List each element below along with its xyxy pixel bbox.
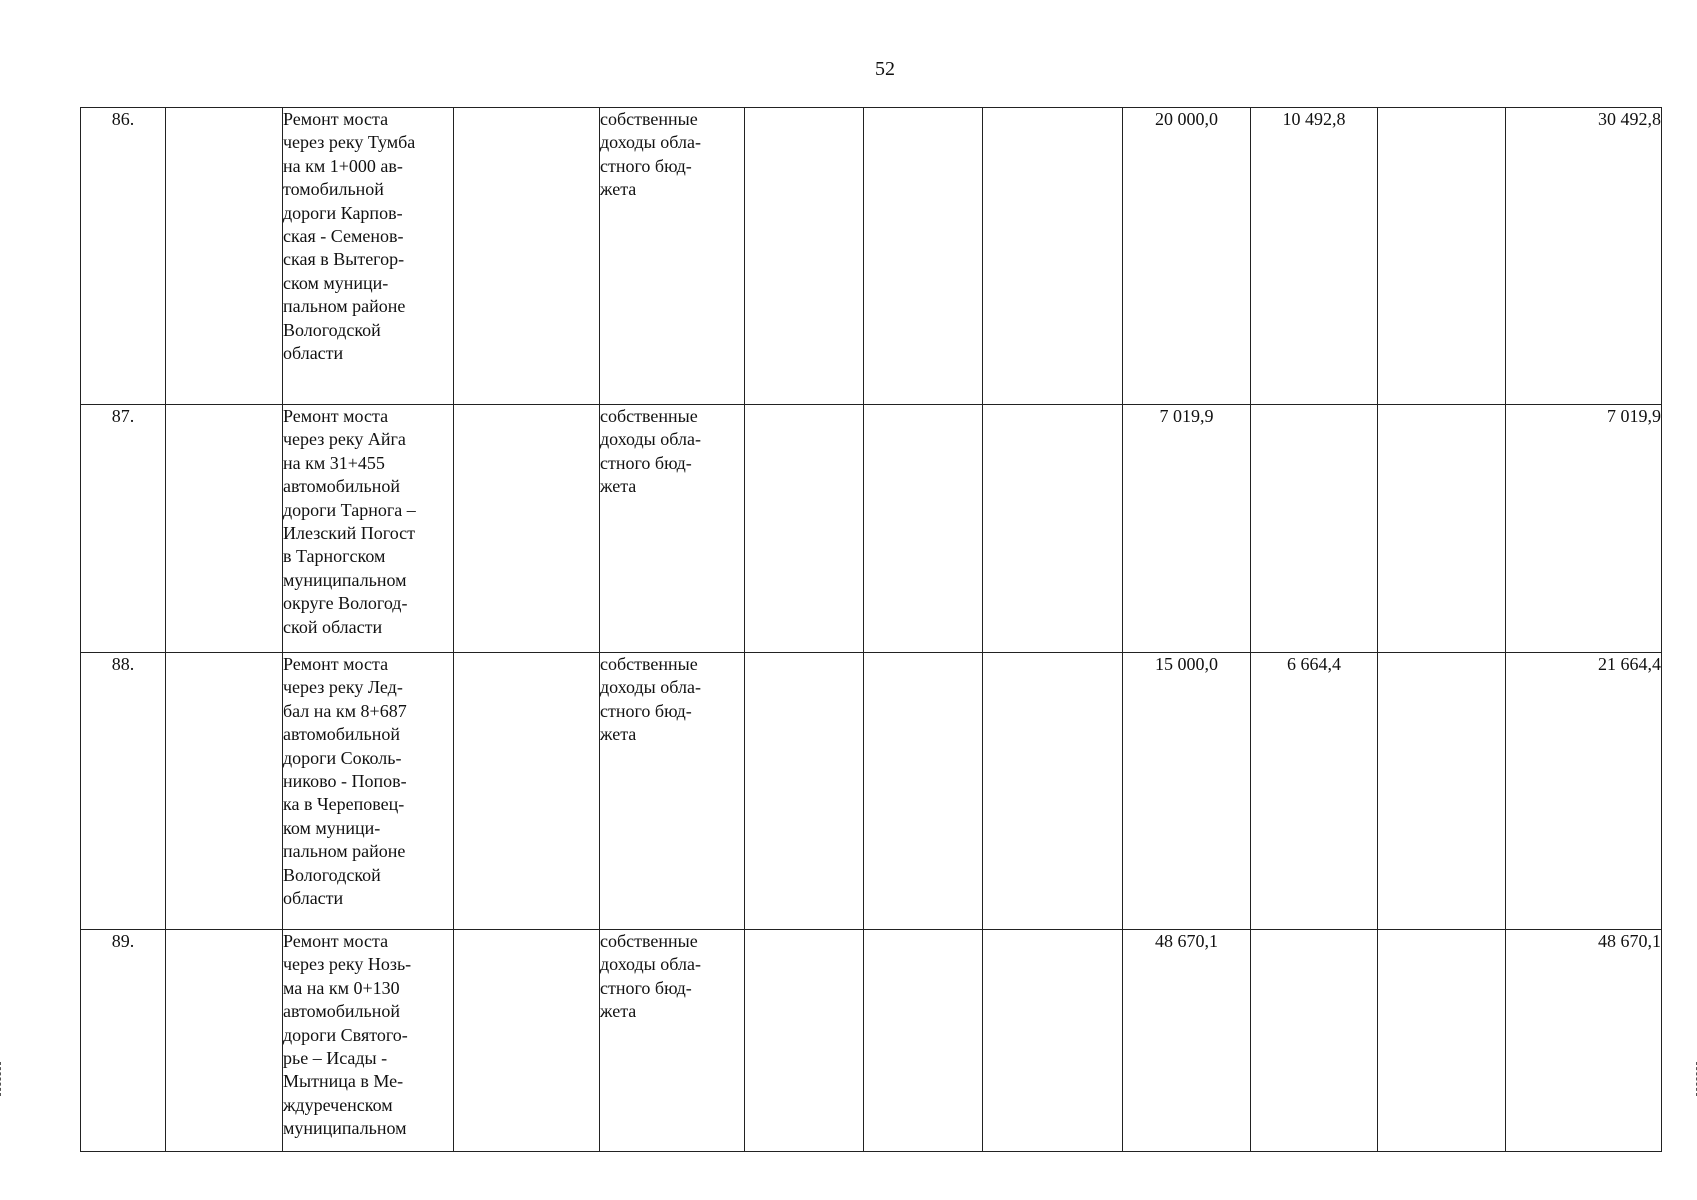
source-line: жета: [600, 1001, 637, 1022]
description-line: в Тарногском: [283, 546, 386, 567]
description-line: на км 31+455: [283, 452, 385, 473]
amount-year-3: [1378, 108, 1506, 405]
empty-cell: [454, 930, 600, 1152]
description-line: через реку Нозь-: [283, 954, 412, 975]
source-line: жета: [600, 179, 637, 200]
source-line: доходы обла-: [600, 429, 701, 450]
page-number: 52: [875, 58, 895, 80]
source-line: жета: [600, 724, 637, 745]
amount-year-1: 15 000,0: [1123, 653, 1251, 930]
table-row: [81, 108, 1662, 405]
description-line: ская в Вытегор-: [283, 249, 405, 270]
empty-cell: [983, 653, 1123, 930]
empty-cell: [983, 108, 1123, 405]
description-line: Ремонт моста: [283, 654, 389, 674]
description-line: на км 1+000 ав-: [283, 155, 403, 176]
table-row: [81, 930, 1662, 1152]
source-line: собственные: [600, 654, 698, 674]
description-line: через реку Тумба: [283, 132, 416, 153]
source-line: доходы обла-: [600, 132, 701, 153]
funding-source: [600, 405, 745, 653]
description-line: ская - Семенов-: [283, 226, 404, 247]
empty-cell: [454, 653, 600, 930]
amount-total: 21 664,4: [1506, 653, 1662, 930]
budget-table: [80, 107, 1662, 1152]
description-line: муниципальном: [283, 569, 407, 590]
description-line: ком муници-: [283, 817, 381, 838]
description-line: Ремонт моста: [283, 406, 389, 426]
description-line: Ремонт моста: [283, 931, 389, 951]
empty-cell: [864, 405, 983, 653]
row-number: 88.: [81, 653, 166, 930]
empty-cell: [745, 108, 864, 405]
empty-cell: [864, 653, 983, 930]
description-line: области: [283, 888, 344, 909]
description-line: округе Вологод-: [283, 593, 408, 614]
empty-cell: [166, 108, 283, 405]
empty-cell: [166, 653, 283, 930]
empty-cell: [983, 405, 1123, 653]
row-number: 89.: [81, 930, 166, 1152]
amount-year-1: 20 000,0: [1123, 108, 1251, 405]
description-line: ском муници-: [283, 272, 389, 293]
description-line: автомобильной: [283, 724, 400, 745]
object-description: [283, 930, 454, 1152]
description-line: пальном районе: [283, 841, 406, 862]
row-number: 86.: [81, 108, 166, 405]
description-line: Мытница в Ме-: [283, 1071, 404, 1092]
amount-year-2: [1251, 930, 1378, 1152]
empty-cell: [864, 108, 983, 405]
description-line: дороги Тарнога –: [283, 499, 416, 520]
source-line: собственные: [600, 406, 698, 426]
scan-edge-marks-left: [0, 1062, 7, 1096]
description-line: томобильной: [283, 179, 384, 200]
empty-cell: [745, 930, 864, 1152]
description-line: пальном районе: [283, 296, 406, 317]
description-line: ма на км 0+130: [283, 977, 400, 998]
description-line: ждуреченском: [283, 1094, 393, 1115]
description-line: Илезский Погост: [283, 523, 416, 544]
table-row: [81, 405, 1662, 653]
amount-year-3: [1378, 405, 1506, 653]
source-line: стного бюд-: [600, 977, 692, 998]
amount-year-2: 10 492,8: [1251, 108, 1378, 405]
description-line: автомобильной: [283, 1001, 400, 1022]
amount-total: 7 019,9: [1506, 405, 1662, 653]
source-line: доходы обла-: [600, 954, 701, 975]
empty-cell: [166, 405, 283, 653]
funding-source: [600, 930, 745, 1152]
amount-year-1: 7 019,9: [1123, 405, 1251, 653]
description-line: ской области: [283, 616, 383, 637]
description-line: Ремонт моста: [283, 109, 389, 129]
amount-year-2: [1251, 405, 1378, 653]
source-line: стного бюд-: [600, 452, 692, 473]
description-line: области: [283, 343, 344, 364]
source-line: собственные: [600, 931, 698, 951]
empty-cell: [745, 405, 864, 653]
row-number: 87.: [81, 405, 166, 653]
description-line: дороги Карпов-: [283, 202, 403, 223]
object-description: [283, 653, 454, 930]
empty-cell: [745, 653, 864, 930]
source-line: жета: [600, 476, 637, 497]
empty-cell: [454, 108, 600, 405]
funding-source: [600, 108, 745, 405]
source-line: доходы обла-: [600, 677, 701, 698]
source-line: стного бюд-: [600, 155, 692, 176]
amount-total: 30 492,8: [1506, 108, 1662, 405]
description-line: бал на км 8+687: [283, 700, 407, 721]
source-line: собственные: [600, 109, 698, 129]
empty-cell: [864, 930, 983, 1152]
amount-total: 48 670,1: [1506, 930, 1662, 1152]
amount-year-1: 48 670,1: [1123, 930, 1251, 1152]
description-line: через реку Айга: [283, 429, 406, 450]
description-line: ка в Череповец-: [283, 794, 405, 815]
scan-edge-marks-right: [1690, 1062, 1697, 1096]
description-line: дороги Соколь-: [283, 747, 402, 768]
amount-year-2: 6 664,4: [1251, 653, 1378, 930]
empty-cell: [166, 930, 283, 1152]
empty-cell: [983, 930, 1123, 1152]
table-row: [81, 653, 1662, 930]
description-line: через реку Лед-: [283, 677, 403, 698]
source-line: стного бюд-: [600, 700, 692, 721]
amount-year-3: [1378, 930, 1506, 1152]
amount-year-3: [1378, 653, 1506, 930]
description-line: Вологодской: [283, 864, 381, 885]
description-line: рье – Исады -: [283, 1048, 388, 1069]
object-description: [283, 405, 454, 653]
description-line: автомобильной: [283, 476, 400, 497]
description-line: дороги Святого-: [283, 1024, 408, 1045]
object-description: [283, 108, 454, 405]
description-line: Вологодской: [283, 319, 381, 340]
empty-cell: [454, 405, 600, 653]
funding-source: [600, 653, 745, 930]
description-line: муниципальном: [283, 1118, 407, 1139]
description-line: никово - Попов-: [283, 771, 407, 792]
